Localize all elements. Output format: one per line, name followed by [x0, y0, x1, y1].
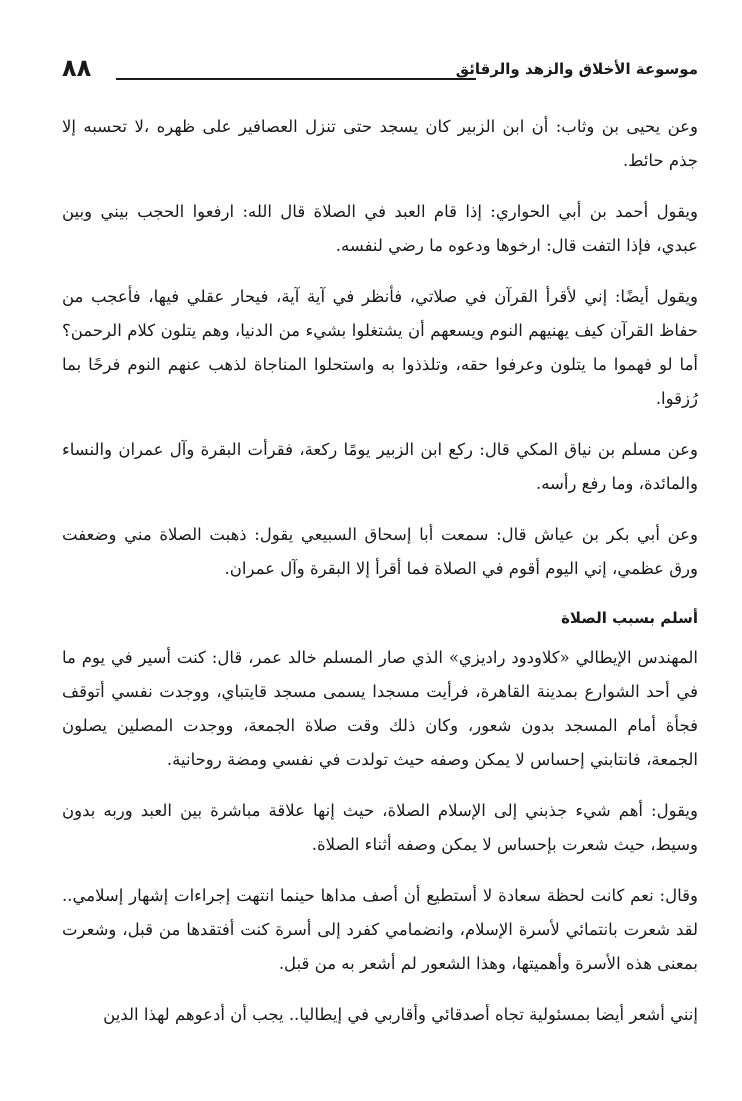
page-body	[62, 110, 698, 1049]
section-heading: أسلم بسبب الصلاة	[561, 609, 698, 627]
header-divider	[116, 78, 476, 80]
paragraph-ahmad-ibn-abi-al-hawari: ويقول أحمد بن أبي الحواري: إذا قام العبد في الصلاة قال الله: ارفعوا الحجب بيني وبين عبدي، فإذا التفت قال: ارخوها ودعوه ما رضي لنفسه.	[62, 202, 698, 255]
paragraph-prayer-attraction: ويقول: أهم شيء جذبني إلى الإسلام الصلاة، حيث إنها علاقة مباشرة بين العبد وربه بدون وسيط، حيث شعرت بإحساس لا يمكن وصفه أثناء الصلاة.	[62, 801, 698, 854]
paragraph-responsibility: إنني أشعر أيضا بمسئولية تجاه أصدقائي وأقاربي في إيطاليا.. يجب أن أدعوهم لهذا الدين	[103, 1005, 698, 1024]
book-title: موسوعة الأخلاق والزهد والرقائق	[455, 60, 698, 78]
page-header	[62, 54, 698, 88]
paragraph-reading-quran: ويقول أيضًا: إني لأقرأ القرآن في صلاتي، فأنظر في آية آية، فيحار عقلي فيها، فأعجب من حفاظ القرآن كيف يهنيهم النوم ويسعهم أن يشتغلوا بشيء من الدنيا، وهم يتلون كلام الرحمن؟ أما لو فهموا ما يتلون وعرفوا حقه، وتلذذوا به واستحلوا المناجاة لذهب عنهم النوم فرحًا بما رُزقوا.	[62, 287, 698, 408]
paragraph-yahya-ibn-wathab: وعن يحيى بن وثاب: أن ابن الزبير كان يسجد حتى تنزل العصافير على ظهره ،لا تحسبه إلا جذم حائط.	[62, 117, 698, 170]
paragraph-abu-bakr-ibn-ayyash: وعن أبي بكر بن عياش قال: سمعت أبا إسحاق السبيعي يقول: ذهبت الصلاة مني وضعفت ورق عظمي، إني اليوم أقوم في الصلاة فما أقرأ إلا البقرة وآل عمران.	[62, 525, 698, 578]
paragraph-muslim-ibn-niyaq: وعن مسلم بن نياق المكي قال: ركع ابن الزبير يومًا ركعة، فقرأت البقرة وآل عمران والنساء والمائدة، وما رفع رأسه.	[62, 440, 698, 493]
paragraph-moment-of-happiness: وقال: نعم كانت لحظة سعادة لا أستطيع أن أصف مداها حينما انتهت إجراءات إشهار إسلامي.. لقد شعرت بانتمائي لأسرة الإسلام، وانضمامي كفرد إلى أسرة كنت أفتقدها من قبل، وشعرت بمعنى هذه الأسرة وأهميتها، وهذا الشعور لم أشعر به من قبل.	[62, 886, 698, 973]
page-number: ٨٨	[62, 54, 92, 82]
paragraph-italian-engineer: المهندس الإيطالي «كلاودود راديزي» الذي صار المسلم خالد عمر، قال: كنت أسير في يوم ما في أحد الشوارع بمدينة القاهرة، فرأيت مسجدا يسمى مسجد قايتباي، ووجدت نفسي أتوقف فجأة أمام المسجد بدون شعور، وكان ذلك وقت صلاة الجمعة، ووجدت المصلين يصلون الجمعة، فانتابني إحساس لا يمكن وصفه حيث تولدت في نفسي ومضة روحانية.	[62, 648, 698, 769]
